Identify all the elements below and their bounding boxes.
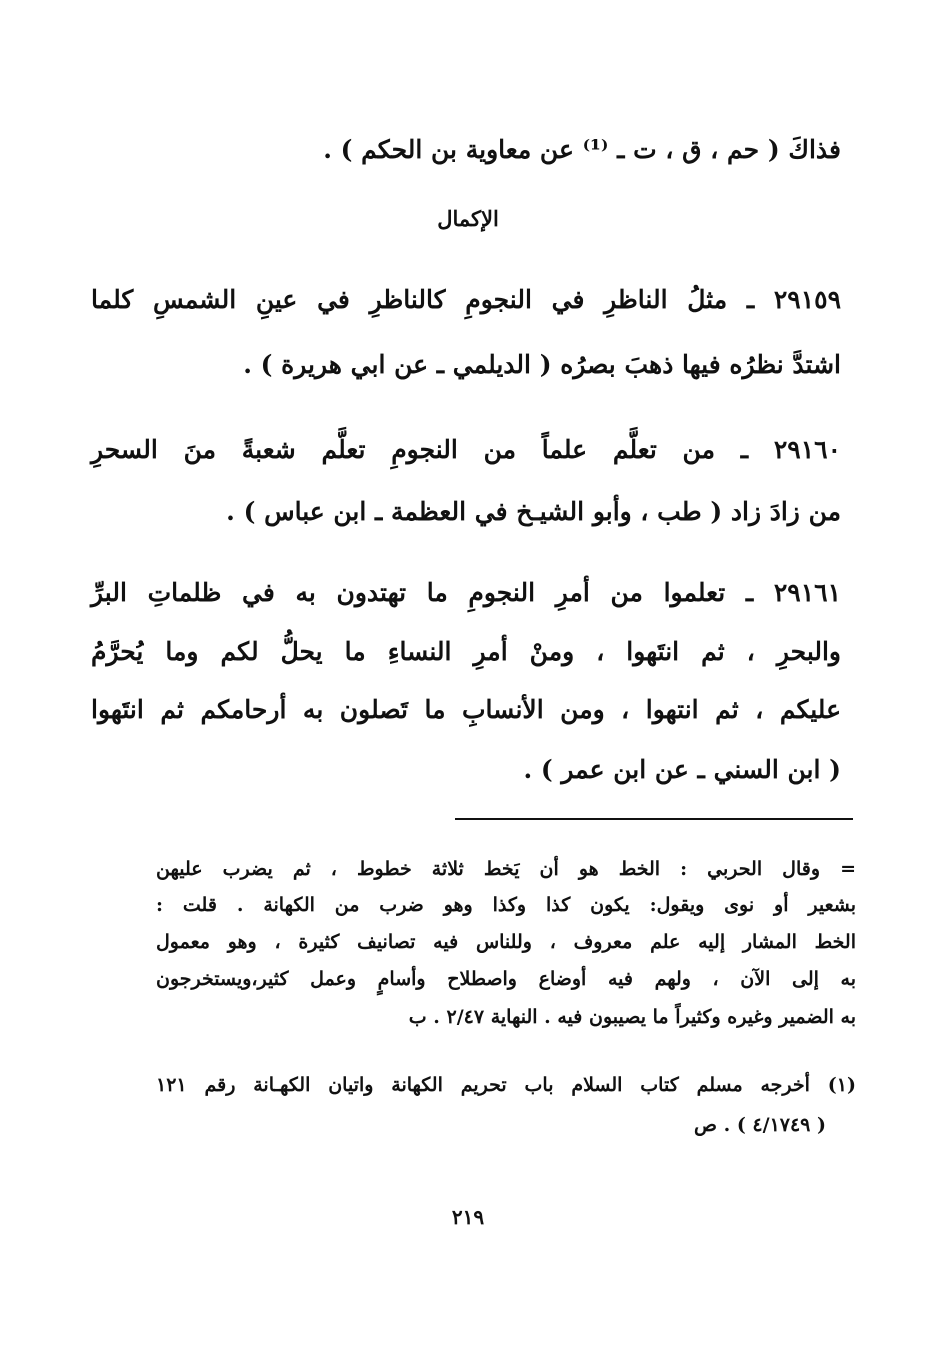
footnote-1-line-2: ( ٤/١٧٤٩ ) . ص (694, 1114, 826, 1136)
hadith-29161-line-2: والبحرِ ، ثم انتَهوا ، ومنْ أمرِ النساءِ ما يحلُّ لكم وما يُحرَّمُ (91, 637, 841, 666)
footnote-1-line-1: (١) أخرجه مسلم كتاب السلام باب تحريم الكهانة واتيان الكهـانة رقم ١٢١ (156, 1074, 856, 1096)
hadith-29161-line-3: عليكم ، ثم انتهوا ، ومن الأنسابِ ما تَصلون به أرحامكم ثم انتَهوا (91, 695, 841, 724)
hadith-29160-line-1: ٢٩١٦٠ ـ من تعلَّم علماً من النجومِ تعلَّم شعبةً منَ السحرِ (91, 435, 841, 464)
section-heading: الإكمال (437, 206, 499, 231)
hadith-29161-line-1: ٢٩١٦١ ـ تعلموا من أمرِ النجومِ ما تهتدون به في ظلماتِ البرِّ (91, 578, 841, 607)
hadith-29159-line-1: ٢٩١٥٩ ـ مثلُ الناظرِ في النجومِ كالناظرِ في عينِ الشمسِ كلما (91, 285, 841, 314)
footnote-divider (455, 818, 853, 820)
page-number: ٢١٩ (451, 1205, 485, 1229)
text-line-1: فذاكَ ( حم ، ق ، ت ـ ⁽¹⁾ عن معاوية بن الحكم ) . (323, 135, 841, 164)
footnote-line-4: به إلى الآن ، ولهم فيه أوضاع واصطلاح وأسامٍ وعمل كثير،ويستخرجون (156, 968, 856, 990)
footnote-line-5: به الضمير وغيره وكثيراً ما يصيبون فيه . النهاية ٢/٤٧ . ب (408, 1006, 856, 1028)
hadith-29159-line-2: اشتدَّ نظرُه فيها ذهبَ بصرُه ( الديلمي ـ عن ابي هريرة ) . (243, 350, 841, 379)
footnote-line-2: بشعير أو نوى ويقول: يكون كذا وكذا وهو ضرب من الكهانة . قلت : (156, 894, 856, 916)
footnote-line-3: الخط المشار إليه علم معروف ، وللناس فيه تصانيف كثيرة ، وهو معمول (156, 931, 856, 953)
hadith-29160-line-2: من زادَ زاد ( طب ، وأبو الشيـخ في العظمة ـ ابن عباس ) . (226, 497, 841, 526)
footnote-line-1: = وقال الحربي : الخط هو أن يَخط ثلاثة خطوط ، ثم يضرب عليهن (156, 858, 856, 880)
hadith-29161-line-4: ( ابن السني ـ عن ابن عمر ) . (523, 755, 841, 784)
